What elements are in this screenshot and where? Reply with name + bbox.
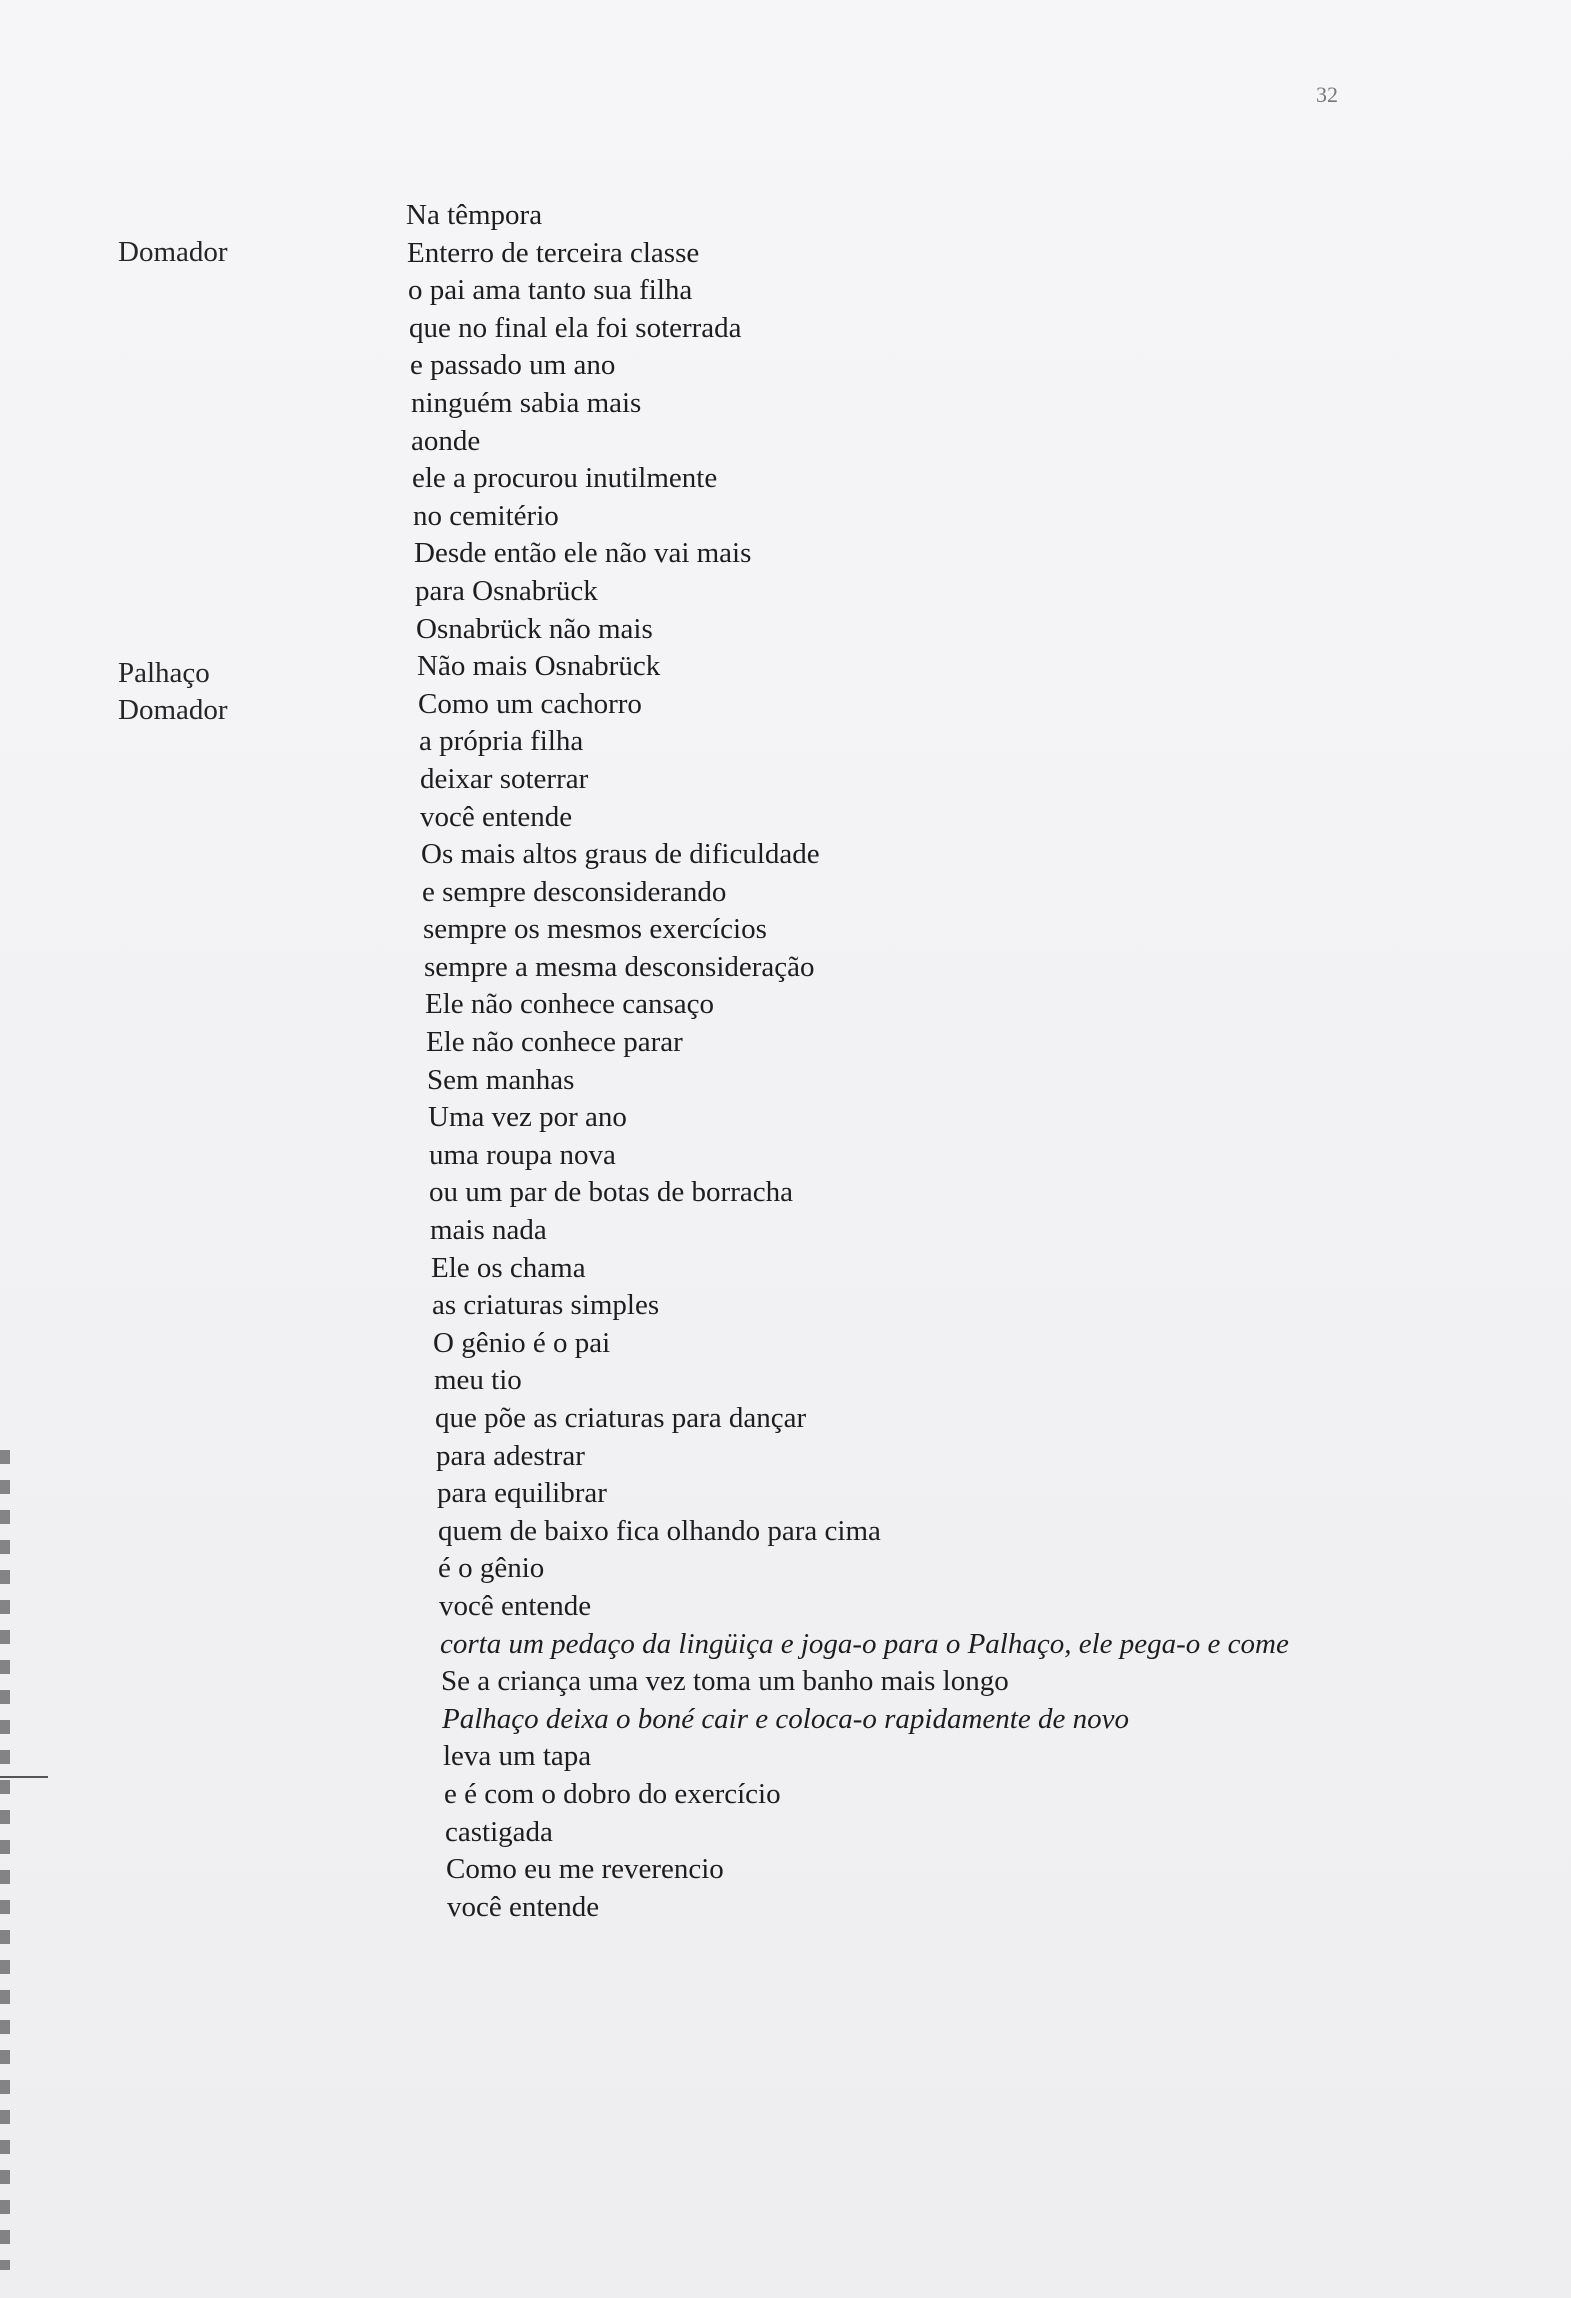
dialogue-line: o pai ama tanto sua filha [408,274,693,307]
stage-direction: corta um pedaço da lingüiça e joga-o para o Palhaço, ele pega-o e come [440,1627,1289,1660]
dialogue-line: sempre os mesmos exercícios [423,913,767,946]
dialogue-line: e sempre desconsiderando [422,875,727,908]
dialogue-line: Como eu me reverencio [446,1853,724,1886]
dialogue-line: Como um cachorro [418,687,642,720]
dialogue-line: sempre a mesma desconsideração [424,950,815,983]
dialogue-line: é o gênio [438,1552,545,1585]
dialogue-line: ou um par de botas de borracha [429,1176,793,1209]
dialogue-line: você entende [420,800,573,833]
dialogue-line: aonde [411,424,481,457]
dialogue-line: Osnabrück não mais [416,612,653,645]
binding-holes [0,1450,10,2270]
page-number: 32 [1316,82,1338,107]
speaker-label-domador-2: Domador [118,694,228,726]
dialogue-line: castigada [445,1815,553,1848]
dialogue-line: ele a procurou inutilmente [412,462,718,495]
dialogue-line: Desde então ele não vai mais [414,537,752,570]
dialogue-line: deixar soterrar [420,762,589,795]
dialogue-line: a própria filha [419,725,584,758]
speaker-label-domador: Domador [118,236,228,268]
dialogue-line: Uma vez por ano [428,1101,627,1134]
dialogue-line: você entende [439,1589,592,1622]
dialogue-line: Enterro de terceira classe [407,236,700,269]
dialogue-line: meu tio [434,1364,522,1397]
dialogue-line: Ele os chama [431,1251,586,1284]
dialogue-line: e passado um ano [410,349,616,382]
dialogue-line: mais nada [430,1214,547,1247]
dialogue-line: no cemitério [413,499,559,532]
dialogue-line: para Osnabrück [415,574,598,607]
dialogue-line: você entende [447,1890,600,1923]
dialogue-line: Na têmpora [406,199,543,231]
dialogue-line: uma roupa nova [429,1138,616,1171]
dialogue-line: que no final ela foi soterrada [409,311,742,344]
dialogue-line: Não mais Osnabrück [417,650,661,683]
dialogue-line: para adestrar [436,1439,585,1472]
speaker-label-palhaco: Palhaço [118,657,210,689]
dialogue-block [406,197,1546,1926]
dialogue-line: quem de baixo fica olhando para cima [438,1514,881,1547]
dialogue-line: Sem manhas [427,1063,575,1096]
stage-direction: Palhaço deixa o boné cair e coloca-o rapidamente de novo [442,1702,1129,1735]
dialogue-line: ninguém sabia mais [411,386,642,419]
edge-mark [0,1776,48,1778]
dialogue-line: Ele não conhece cansaço [425,988,715,1021]
dialogue-line: leva um tapa [443,1740,592,1773]
dialogue-line: O gênio é o pai [433,1326,611,1359]
dialogue-line: as criaturas simples [432,1289,660,1322]
dialogue-line: Se a criança uma vez toma um banho mais longo [441,1665,1009,1698]
dialogue-line: Os mais altos graus de dificuldade [421,838,820,871]
dialogue-line: Ele não conhece parar [426,1026,683,1059]
dialogue-line: e é com o dobro do exercício [444,1777,781,1810]
dialogue-line: para equilibrar [437,1477,607,1510]
dialogue-line: que põe as criaturas para dançar [435,1402,807,1434]
